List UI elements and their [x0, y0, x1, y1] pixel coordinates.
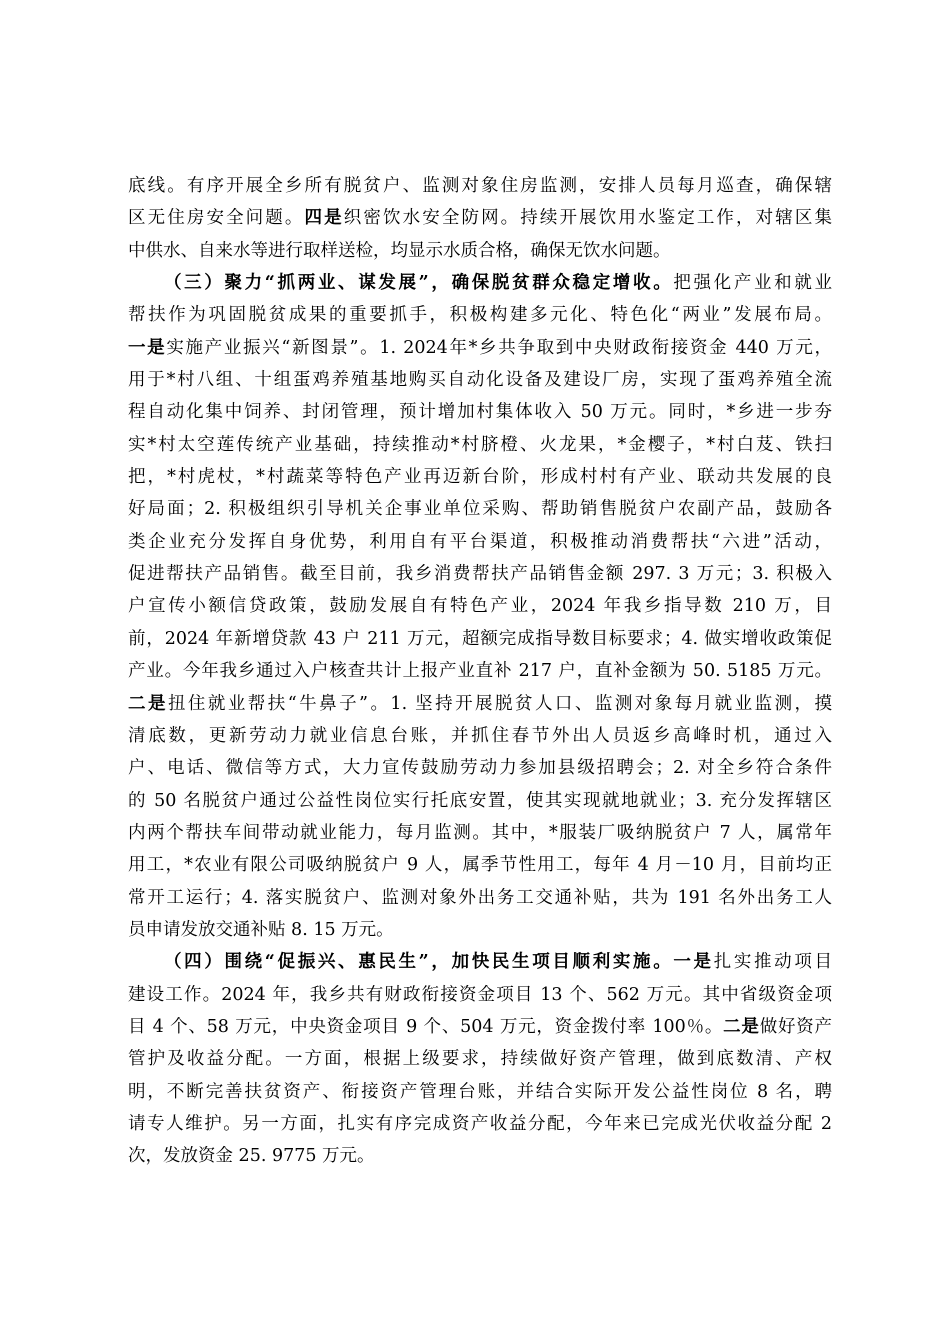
text-line [128, 1011, 832, 1043]
text-line [128, 785, 832, 817]
text-run: 员申请发放交通补贴 8. 15 万元。 [128, 919, 394, 940]
text-line [128, 493, 832, 525]
text-run: 实施产业振兴“新图景”。1. 2024年*乡共争取到中央财政衔接资金 440 万元， [166, 337, 833, 358]
bold-text-run: 二是 [723, 1016, 760, 1037]
text-run: 户宣传小额信贷政策，鼓励发展自有特色产业，2024 年我乡指导数 210 万，目 [128, 596, 832, 617]
text-run: 前，2024 年新增贷款 43 户 211 万元，超额完成指导数目标要求；4. 做实增收政策促 [128, 628, 832, 649]
text-run: 建设工作。2024 年，我乡共有财政衔接资金项目 13 个、562 万元。其中省级资金项 [128, 984, 832, 1005]
text-run: 管护及收益分配。一方面，根据上级要求，持续做好资产管理，做到底数清、产权 [128, 1049, 832, 1070]
bold-text-run: 四是 [304, 208, 344, 229]
text-line [128, 688, 832, 720]
text-line [128, 720, 832, 752]
text-line [128, 170, 832, 202]
text-run: 用工，*农业有限公司吸纳脱贫户 9 人，属季节性用工，每年 4 月－10 月，目前均正 [128, 855, 832, 876]
text-run: 底线。有序开展全乡所有脱贫户、监测对象住房监测，安排人员每月巡查，确保辖 [128, 176, 832, 196]
text-line [128, 817, 832, 849]
text-line [128, 429, 832, 461]
text-line [128, 267, 832, 299]
text-run: 常开工运行；4. 落实脱贫户、监测对象外出务工交通补贴，共为 191 名外出务工人 [128, 887, 832, 908]
text-run: 织密饮水安全防网。持续开展饮用水鉴定工作，对辖区集 [343, 208, 833, 229]
text-run: 好局面；2. 积极组织引导机关企事业单位采购、帮助销售脱贫户农副产品，鼓励各 [128, 499, 832, 520]
text-run: 清底数，更新劳动力就业信息台账，并抓住春节外出人员返乡高峰时机，通过入 [128, 725, 832, 746]
text-run: 明，不断完善扶贫资产、衔接资产管理台账，并结合实际开发公益性岗位 8 名，聘 [128, 1081, 832, 1102]
text-line [128, 364, 832, 396]
text-run: 请专人维护。另一方面，扎实有序完成资产收益分配，今年来已完成光伏收益分配 2 [128, 1113, 832, 1134]
text-line [128, 1108, 832, 1140]
text-run: 扎实推动项目 [713, 952, 832, 973]
text-line [128, 914, 832, 946]
text-run: 的 50 名脱贫户通过公益性岗位实行托底安置，使其实现就地就业；3. 充分发挥辖区 [128, 790, 832, 811]
text-run: 产业。今年我乡通过入户核查共计上报产业直补 217 户，直补金额为 50. 5185 万元。 [128, 661, 832, 682]
bold-text-run: （三）聚力“抓两业、谋发展”，确保脱贫群众稳定增收。 [164, 273, 674, 294]
text-line [128, 752, 832, 784]
text-run: 中供水、自来水等进行取样送检，均显示水质合格，确保无饮水问题。 [128, 240, 671, 261]
text-run: 户、电话、微信等方式，大力宣传鼓励劳动力参加县级招聘会；2. 对全乡符合条件 [128, 758, 832, 779]
text-run: 帮扶作为巩固脱贫成果的重要抓手，积极构建多元化、特色化“两业”发展布局。 [128, 305, 832, 326]
text-line [128, 461, 832, 493]
text-line [128, 558, 832, 590]
text-run: 促进帮扶产品销售。截至目前，我乡消费帮扶产品销售金额 297. 3 万元；3. 积极入 [128, 564, 832, 585]
text-line [128, 882, 832, 914]
text-line [128, 946, 832, 978]
text-run: 把强化产业和就业 [673, 273, 832, 294]
bold-text-run: 二是 [128, 693, 168, 714]
text-line [128, 332, 832, 364]
text-run: 次，发放资金 25. 9775 万元。 [128, 1146, 375, 1167]
bold-text-run: （四）围绕“促振兴、惠民生”，加快民生项目顺利实施。 [164, 952, 674, 973]
text-run: 程自动化集中饲养、封闭管理，预计增加村集体收入 50 万元。同时，*乡进一步夯 [128, 402, 832, 423]
text-run: 内两个帮扶车间带动就业能力，每月监测。其中，*服装厂吸纳脱贫户 7 人，属常年 [128, 822, 832, 843]
text-line [128, 396, 832, 428]
text-run: 实*村太空莲传统产业基础，持续推动*村脐橙、火龙果，*金樱子，*村白芨、铁扫 [128, 434, 832, 455]
text-line [128, 1076, 832, 1108]
text-line [128, 590, 832, 622]
text-run: 目 4 个、58 万元，中央资金项目 9 个、504 万元，资金拨付率 100％。 [128, 1016, 724, 1037]
text-run: 用于*村八组、十组蛋鸡养殖基地购买自动化设备及建设厂房，实现了蛋鸡养殖全流 [128, 370, 832, 391]
text-line [128, 235, 832, 267]
text-run: 区无住房安全问题。 [128, 208, 305, 229]
text-line [128, 526, 832, 558]
text-line [128, 655, 832, 687]
text-line [128, 202, 832, 234]
text-line [128, 849, 832, 881]
text-run: 做好资产 [759, 1016, 833, 1037]
bold-text-run: 一是 [673, 952, 714, 973]
document-body [128, 170, 832, 1173]
text-line [128, 299, 832, 331]
text-line [128, 979, 832, 1011]
bold-text-run: 一是 [128, 337, 167, 358]
text-line [128, 1043, 832, 1075]
text-run: 把，*村虎杖，*村蔬菜等特色产业再迈新台阶，形成村村有产业、联动共发展的良 [128, 467, 832, 488]
text-run: 类企业充分发挥自身优势，利用自有平台渠道，积极推动消费帮扶“六进”活动， [128, 531, 832, 552]
text-line [128, 1140, 832, 1172]
text-line [128, 623, 832, 655]
text-run: 扭住就业帮扶“牛鼻子”。1. 坚持开展脱贫人口、监测对象每月就业监测，摸 [167, 693, 832, 714]
